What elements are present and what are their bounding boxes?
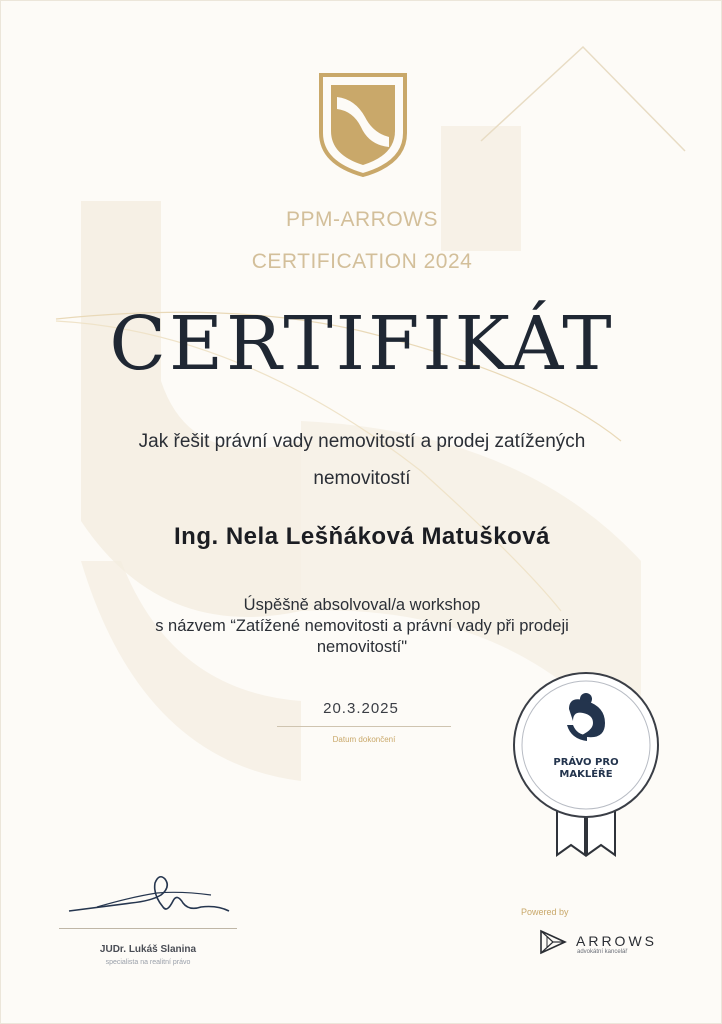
seal-text-line-2: MAKLÉŘE <box>559 769 613 780</box>
series-line-1: PPM-ARROWS <box>286 208 438 231</box>
completion-date-label: Datum dokončení <box>332 735 396 744</box>
description-line-3: nemovitostí" <box>316 638 408 656</box>
completion-date: 20.3.2025 <box>323 700 399 717</box>
seal-text-line-1: PRÁVO PRO <box>553 757 619 768</box>
description-line-2: s názvem “Zatížené nemovitosti a právní vady při prodeji <box>155 617 569 635</box>
certificate-title: CERTIFIKÁT <box>109 301 615 387</box>
course-subtitle <box>61 423 663 497</box>
arrows-logo-icon <box>539 927 567 957</box>
arrows-brand-name: ARROWS <box>576 933 657 949</box>
arrows-brand-subtitle: advokátní kancelář <box>577 949 628 955</box>
series-line-2: CERTIFICATION 2024 <box>251 250 473 273</box>
seal-badge <box>507 669 665 861</box>
course-subtitle-line-1: Jak řešit právní vady nemovitostí a prodej zatížených <box>138 431 586 452</box>
signature-scribble <box>61 867 231 921</box>
completion-description <box>81 595 643 658</box>
recipient-name: Ing. Nela Lešňáková Matušková <box>174 523 550 550</box>
description-line-1: Úspěšně absolvoval/a workshop <box>243 596 481 614</box>
course-subtitle-line-2: nemovitostí <box>313 468 411 489</box>
crest-logo-icon <box>319 73 407 177</box>
date-divider <box>277 726 451 727</box>
signature-line <box>59 928 237 929</box>
powered-by-label: Powered by <box>521 907 569 917</box>
signer-role: specialista na realitní právo <box>105 959 191 966</box>
signer-name: JUDr. Lukáš Slanina <box>99 944 197 955</box>
